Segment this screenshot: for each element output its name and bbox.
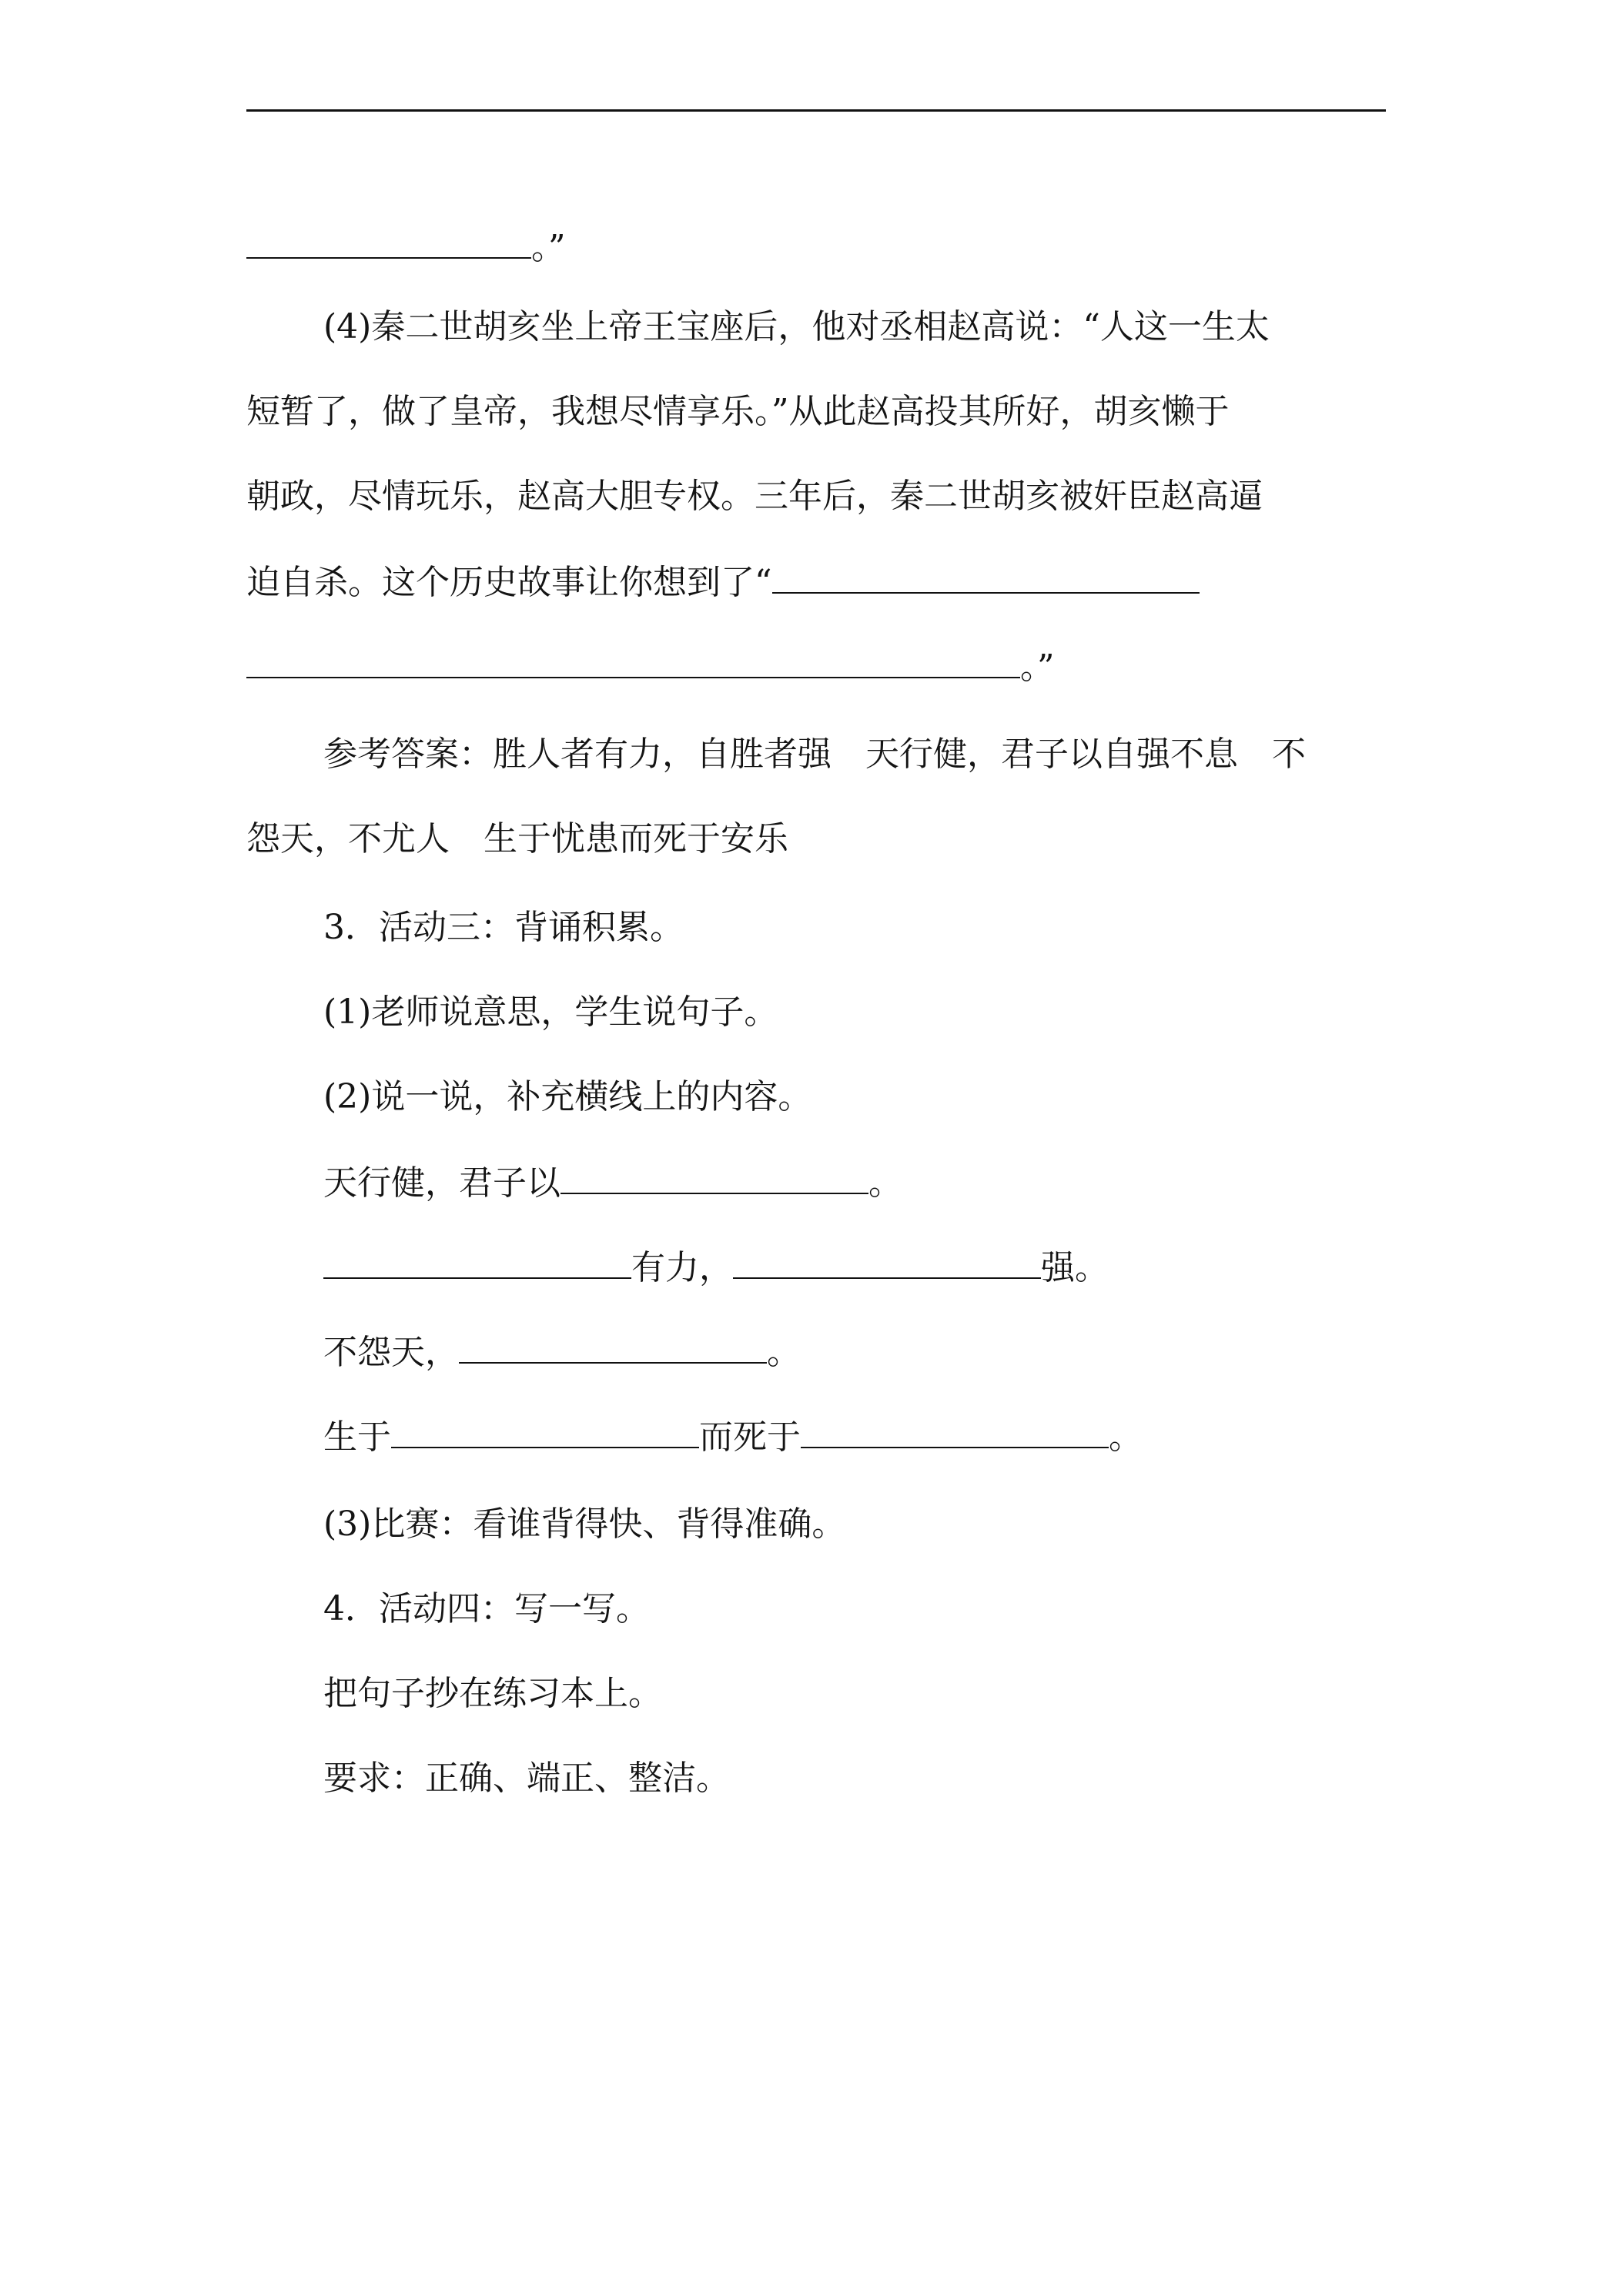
q4-line-2: 短暂了，做了皇帝，我想尽情享乐。”从此赵高投其所好，胡亥懒于 — [246, 392, 1230, 431]
activity3-step1: (1)老师说意思，学生说句子。 — [323, 992, 778, 1032]
answer-item-3-part2: 怨天，不尤人 — [246, 819, 450, 858]
q4-line-3: 朝政，尽情玩乐，赵高大胆专权。三年后，秦二世胡亥被奸臣赵高逼 — [246, 477, 1263, 516]
fill-line-3 — [323, 1328, 801, 1376]
answer-label: 参考答案： — [323, 735, 493, 774]
fill-blank[interactable] — [561, 1159, 868, 1194]
answer-line-2 — [246, 816, 788, 862]
q4-line-4 — [246, 558, 1200, 606]
fill1-end: 。 — [868, 1163, 902, 1203]
fill-line-1 — [323, 1159, 902, 1207]
answer-item-1: 胜人者有力，自胜者强 — [493, 735, 832, 774]
activity4-title: 4．活动四：写一写。 — [323, 1589, 650, 1628]
answer-blank[interactable] — [246, 643, 1020, 678]
q4-line-5-tail: 。” — [1020, 648, 1055, 687]
fill4-text-a: 生于 — [323, 1417, 391, 1457]
q4-line-4-text: 迫自杀。这个历史故事让你想到了“ — [246, 563, 772, 602]
fill2-end: 强。 — [1041, 1248, 1109, 1287]
fill-blank[interactable] — [801, 1413, 1109, 1448]
fill1-text: 天行健，君子以 — [323, 1163, 561, 1203]
answer-line-1 — [323, 731, 1306, 778]
fill-blank[interactable] — [323, 1243, 631, 1279]
answer-item-2: 天行健，君子以自强不息 — [865, 735, 1238, 774]
answer-item-3-part1: 不 — [1272, 735, 1306, 774]
fill-blank[interactable] — [459, 1328, 767, 1364]
answer-blank[interactable] — [772, 558, 1200, 594]
fill2-text: 有力， — [631, 1248, 733, 1287]
q4-line-5 — [246, 643, 1055, 691]
fill4-end: 。 — [1109, 1417, 1143, 1457]
fill3-end: 。 — [767, 1333, 801, 1372]
fill3-text: 不怨天， — [323, 1333, 459, 1372]
answer-item-4: 生于忧患而死于安乐 — [484, 819, 788, 858]
activity3-step3: (3)比赛：看谁背得快、背得准确。 — [323, 1504, 846, 1544]
activity4-instruction: 把句子抄在练习本上。 — [323, 1674, 662, 1713]
answer-blank[interactable] — [246, 223, 531, 259]
activity3-title: 3．活动三：背诵积累。 — [323, 908, 684, 947]
header-rule — [246, 109, 1386, 112]
q3-tail: 。” — [531, 228, 566, 267]
activity4-requirement: 要求：正确、端正、整洁。 — [323, 1759, 730, 1798]
fill-line-2 — [323, 1243, 1109, 1291]
fill-blank[interactable] — [391, 1413, 699, 1448]
q3-answer-line — [246, 223, 566, 271]
fill-line-4 — [323, 1413, 1143, 1461]
fill-blank[interactable] — [733, 1243, 1041, 1279]
fill4-text-b: 而死于 — [699, 1417, 801, 1457]
activity3-step2: (2)说一说，补充横线上的内容。 — [323, 1077, 812, 1116]
q4-line-1: (4)秦二世胡亥坐上帝王宝座后，他对丞相赵高说：“人这一生太 — [323, 307, 1270, 346]
